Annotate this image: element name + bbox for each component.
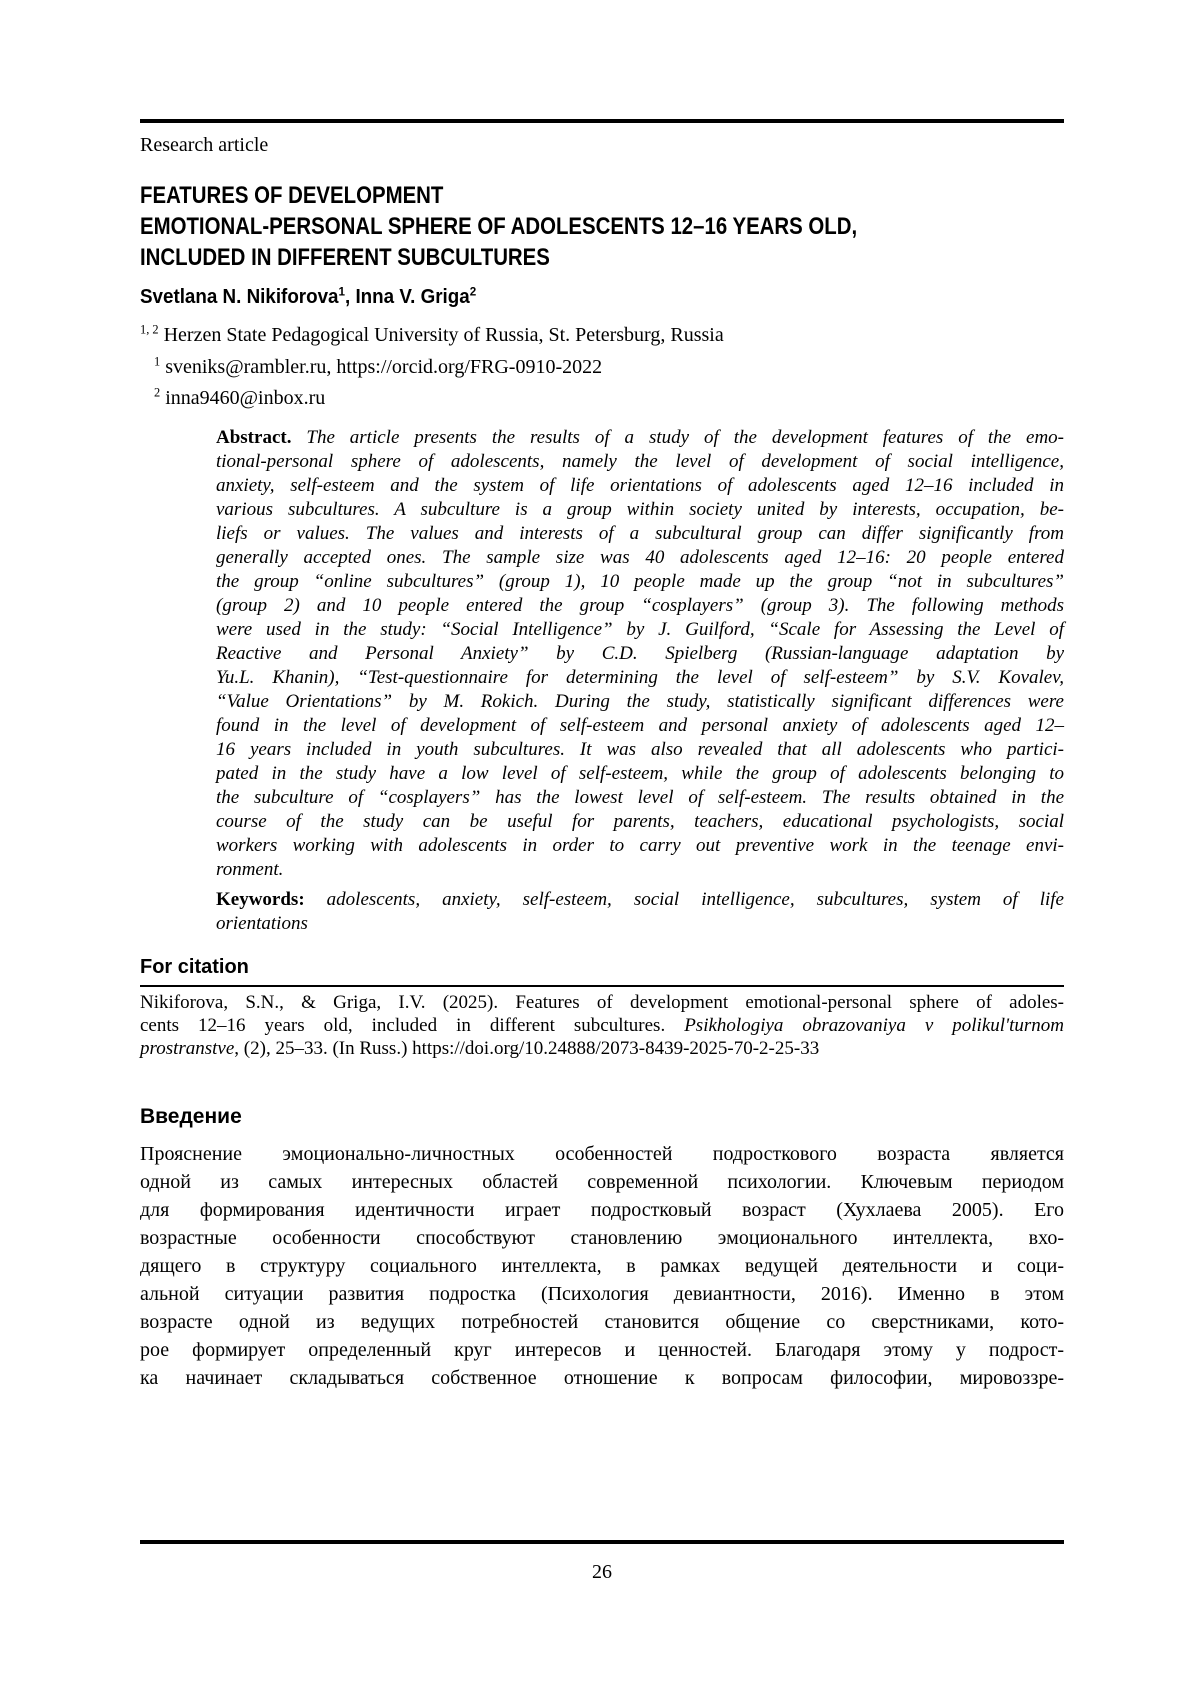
title-line-1: FEATURES OF DEVELOPMENT xyxy=(140,182,444,209)
text-line: the subculture of “cosplayers” has the lowest level of self-esteem. The results obtained in the xyxy=(216,787,1064,808)
text-line: pated in the study have a low level of self-esteem, while the group of adolescents belonging to xyxy=(216,763,1064,784)
affiliation-email: inna9460@inbox.ru xyxy=(165,387,326,409)
author-name-2: , Inna V. Griga xyxy=(345,286,470,308)
title-line-3: INCLUDED IN DIFFERENT SUBCULTURES xyxy=(140,244,550,271)
text-line: liefs or values. The values and interests of a subcultural group can differ significantly from xyxy=(216,523,1064,544)
text-line: anxiety, self-esteem and the system of life orientations of adolescents aged 12–16 included in xyxy=(216,475,1064,496)
affiliation-line-3 xyxy=(154,383,1064,415)
author-superscript-2: 2 xyxy=(469,284,477,299)
top-divider xyxy=(140,119,1064,123)
text-line: workers working with adolescents in order to carry out preventive work in the teenage envi- xyxy=(216,835,1064,856)
bottom-divider xyxy=(140,1540,1064,1544)
text-line: course of the study can be useful for parents, teachers, educational psychologists, social xyxy=(216,811,1064,832)
affiliation-email-orcid: sveniks@rambler.ru, https://orcid.org/FRG-0910-2022 xyxy=(165,355,603,378)
abstract-label: Abstract. xyxy=(216,427,292,448)
keywords-last-line: orientations xyxy=(216,913,308,934)
text-line: дящего в структуру социального интеллекта, в рамках ведущей деятельности и соци- xyxy=(140,1255,1064,1277)
text-line: 16 years included in youth subcultures. It was also revealed that all adolescents who partici- xyxy=(216,739,1064,760)
citation-journal-name-cont: prostranstve xyxy=(140,1038,235,1059)
author-name-1: Svetlana N. Nikiforova xyxy=(140,286,339,308)
affiliation-superscript: 2 xyxy=(154,385,161,400)
text-line: ronment. xyxy=(216,859,284,880)
page-number: 26 xyxy=(592,1561,612,1583)
affiliation-line-2 xyxy=(154,352,1064,384)
keywords-first-line-text: adolescents, anxiety, self-esteem, social intelligence, subcultures, system of life xyxy=(304,889,1064,910)
text-line: альной ситуации развития подростка (Психология девиантности, 2016). Именно в этом xyxy=(140,1283,1064,1305)
text-line: found in the level of development of self-esteem and personal anxiety of adolescents aged 12– xyxy=(216,715,1064,736)
text-line: generally accepted ones. The sample size was 40 adolescents aged 12–16: 20 people entered xyxy=(216,547,1064,568)
article-title xyxy=(140,180,857,273)
abstract-first-line-text: The article presents the results of a study of the development features of the emo- xyxy=(291,427,1064,448)
text-line: were used in the study: “Social Intelligence” by J. Guilford, “Scale for Assessing the Level of xyxy=(216,619,1064,640)
citation-line-3 xyxy=(140,1037,1064,1060)
research-article-label: Research article xyxy=(140,134,269,156)
affiliation-superscript: 1 xyxy=(154,353,161,368)
text-line: для формирования идентичности играет подростковый возраст (Хухлаева 2005). Его xyxy=(140,1199,1064,1221)
text-line: “Value Orientations” by M. Rokich. During the study, statistically significant differences were xyxy=(216,691,1064,712)
text-line: tional-personal sphere of adolescents, namely the level of development of social intelligence, xyxy=(216,451,1064,472)
citation-journal-name: Psikhologiya obrazovaniya v polikul'turnom xyxy=(684,1015,1064,1036)
citation-line-1 xyxy=(140,991,1064,1014)
for-citation-heading: For citation xyxy=(140,956,249,978)
citation-line-2-roman: cents 12–16 years old, included in different subcultures. xyxy=(140,1015,685,1036)
text-line: Reactive and Personal Anxiety” by C.D. Spielberg (Russian-language adaptation by xyxy=(216,643,1064,664)
citation-line-1-text: Nikiforova, S.N., & Griga, I.V. (2025). Features of development emotional-personal sphere of adoles- xyxy=(140,992,1064,1013)
affiliations-block xyxy=(140,320,1064,415)
citation-doi: , (2), 25–33. (In Russ.) https://doi.org/10.24888/2073-8439-2025-70-2-25-33 xyxy=(234,1038,820,1059)
title-line-2: EMOTIONAL-PERSONAL SPHERE OF ADOLESCENTS 12–16 YEARS OLD, xyxy=(140,213,858,240)
abstract-first-line xyxy=(216,426,1064,450)
text-line: Прояснение эмоционально-личностных особенностей подросткового возраста является xyxy=(140,1143,1064,1165)
citation-line-2 xyxy=(140,1014,1064,1037)
text-line: the group “online subcultures” (group 1), 10 people made up the group “not in subcultures” xyxy=(216,571,1064,592)
abstract-section xyxy=(216,426,1064,882)
keywords-section xyxy=(216,888,1064,936)
text-line: various subcultures. A subculture is a group within society united by interests, occupation, be- xyxy=(216,499,1064,520)
citation-text xyxy=(140,991,1064,1060)
introduction-heading: Введение xyxy=(140,1105,242,1128)
text-line: рое формирует определенный круг интересов и ценностей. Благодаря этому у подрост- xyxy=(140,1339,1064,1361)
authors-line xyxy=(140,286,476,309)
text-line: возрасте одной из ведущих потребностей становится общение со сверстниками, кото- xyxy=(140,1311,1064,1333)
affiliation-line-1 xyxy=(140,320,1064,352)
affiliation-text: Herzen State Pedagogical University of Russia, St. Petersburg, Russia xyxy=(163,324,724,346)
author-superscript-1: 1 xyxy=(338,284,346,299)
text-line: возрастные особенности способствуют становлению эмоционального интеллекта, вхо- xyxy=(140,1227,1064,1249)
introduction-paragraph xyxy=(140,1140,1064,1392)
text-line: одной из самых интересных областей современной психологии. Ключевым периодом xyxy=(140,1171,1064,1193)
affiliation-superscript: 1, 2 xyxy=(140,322,159,337)
text-line: ка начинает складываться собственное отношение к вопросам философии, мировоззре- xyxy=(140,1367,1064,1389)
keywords-label: Keywords: xyxy=(216,889,305,910)
citation-divider xyxy=(140,985,1064,987)
text-line: (group 2) and 10 people entered the group “cosplayers” (group 3). The following methods xyxy=(216,595,1064,616)
keywords-first-line xyxy=(216,888,1064,912)
text-line: Yu.L. Khanin), “Test-questionnaire for determining the level of self-esteem” by S.V. Kovalev, xyxy=(216,667,1064,688)
